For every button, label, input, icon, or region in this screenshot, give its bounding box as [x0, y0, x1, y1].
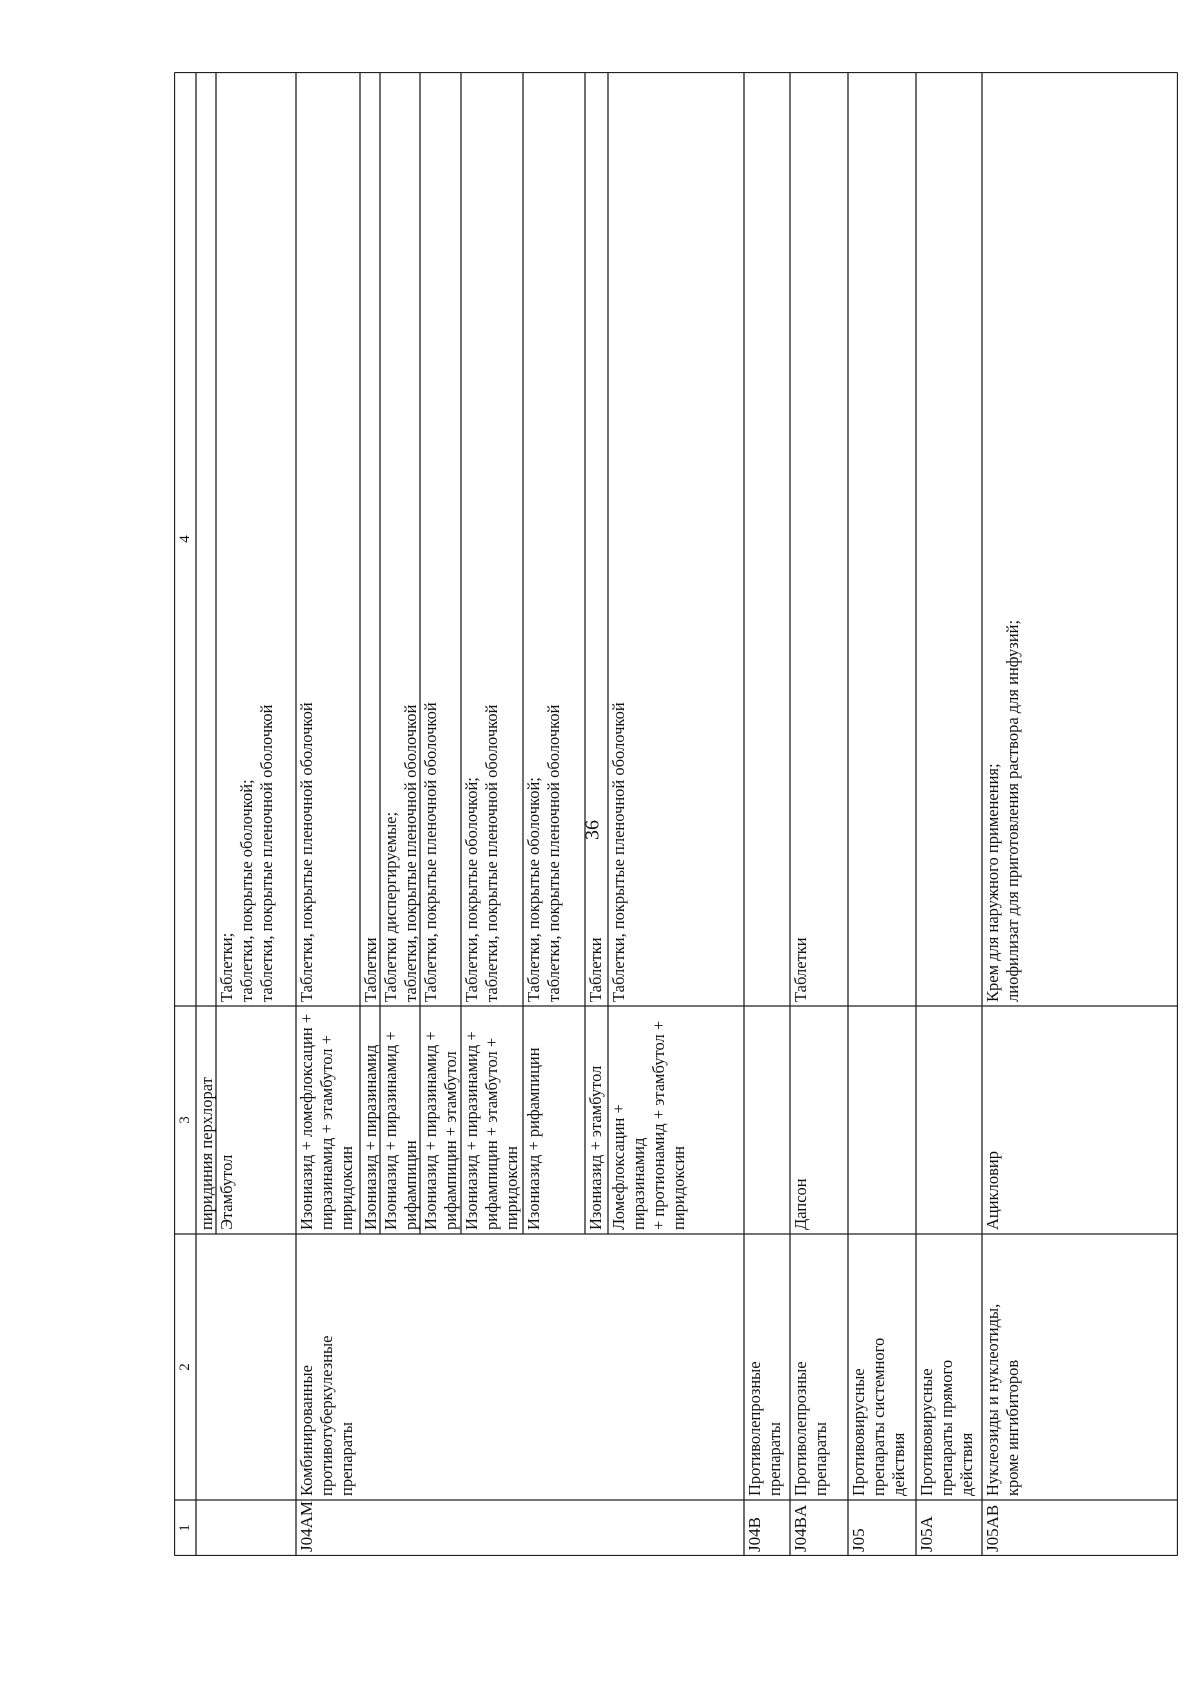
- drug-name-cell-text: Этамбутол: [217, 1154, 236, 1230]
- header-cell-1-text: 1: [177, 1524, 193, 1532]
- atc-group-cell: [790, 1234, 848, 1500]
- atc-group-cell: [916, 1234, 982, 1500]
- dosage-form-cell-text: Таблетки, покрытые пленочной оболочкой: [609, 702, 628, 1002]
- drug-name-cell: [608, 1006, 744, 1234]
- header-cell-4: [174, 72, 196, 1006]
- atc-group-cell: [982, 1234, 1178, 1500]
- continued-name-cell-text: пиридиния перхлорат: [197, 1077, 216, 1230]
- atc-code-cell-text: J05A: [917, 1516, 936, 1552]
- dosage-form-cell: [585, 72, 608, 1006]
- drug-name-cell-text: Изониазид + ломефлоксацин + пиразинамид + этамбутол + пиридоксин: [297, 1013, 356, 1230]
- atc-group-cell-text: Противовирусные препараты прямого действия: [917, 1359, 976, 1496]
- header-cell-2-text: 2: [177, 1363, 193, 1371]
- drug-name-cell: [523, 1006, 585, 1234]
- atc-code-cell-text: J05AB: [983, 1504, 1002, 1552]
- atc-group-cell: [744, 1234, 790, 1500]
- drug-name-cell-text: Дапсон: [791, 1178, 810, 1230]
- drug-name-cell: [296, 1006, 360, 1234]
- atc-group-cell: [296, 1234, 744, 1500]
- dosage-form-cell: [296, 72, 360, 1006]
- drug-name-cell-text: Изониазид + рифампицин: [524, 1047, 543, 1230]
- atc-code-cell: [790, 1500, 848, 1556]
- header-cell-3-text: 3: [177, 1116, 193, 1124]
- dosage-form-cell-text: Таблетки: [586, 937, 605, 1002]
- header-cell-2: [174, 1234, 196, 1500]
- atc-code-cell: [916, 1500, 982, 1556]
- header-cell-3: [174, 1006, 196, 1234]
- dosage-form-cell: [216, 72, 296, 1006]
- header-cell-1: [174, 1500, 196, 1556]
- atc-code-cell-text: J04AM: [297, 1500, 316, 1552]
- atc-code-cell-text: J04B: [745, 1517, 764, 1552]
- drug-name-cell: [982, 1006, 1178, 1234]
- dosage-form-cell: [360, 72, 380, 1006]
- header-cell-4-text: 4: [177, 535, 193, 543]
- dosage-form-cell: [790, 72, 848, 1006]
- drug-name-cell-text: Изониазид + этамбутол: [586, 1065, 605, 1230]
- drug-name-cell: [216, 1006, 296, 1234]
- drug-name-cell: [360, 1006, 380, 1234]
- atc-group-cell-text: Противовирусные препараты системного действия: [849, 1337, 908, 1496]
- dosage-form-cell-text: Крем для наружного применения; лиофилизат для приготовления раствора для инфузий;: [983, 619, 1022, 1002]
- continued-name-cell: [196, 1006, 216, 1234]
- drug-name-cell: [380, 1006, 420, 1234]
- dosage-form-cell: [982, 72, 1178, 1006]
- dosage-form-cell: [523, 72, 585, 1006]
- drug-name-cell: [420, 1006, 461, 1234]
- dosage-form-cell: [420, 72, 461, 1006]
- atc-group-cell-text: Комбинированные противотуберкулезные препараты: [297, 1335, 356, 1496]
- atc-code-cell-text: J04BA: [791, 1504, 810, 1552]
- dosage-form-cell-text: Таблетки, покрытые оболочкой; таблетки, покрытые пленочной оболочкой: [462, 704, 501, 1002]
- atc-group-cell-text: Нуклеозиды и нуклеотиды, кроме ингибиторов: [983, 1303, 1022, 1496]
- page-number-text: 36: [581, 820, 604, 840]
- dosage-form-cell: [380, 72, 420, 1006]
- atc-code-cell: [296, 1500, 744, 1556]
- drug-name-cell-text: Изониазид + пиразинамид + рифампицин: [381, 1031, 420, 1230]
- atc-code-cell-text: J05: [849, 1528, 868, 1552]
- drug-name-cell-text: Изониазид + пиразинамид + рифампицин + этамбутол: [421, 1031, 460, 1230]
- atc-code-cell: [744, 1500, 790, 1556]
- atc-group-cell: [848, 1234, 916, 1500]
- dosage-form-cell: [461, 72, 523, 1006]
- drug-name-cell: [790, 1006, 848, 1234]
- drug-name-cell: [461, 1006, 523, 1234]
- dosage-form-cell-text: Таблетки диспергируемые; таблетки, покрытые пленочной оболочкой: [381, 704, 420, 1002]
- drug-name-cell-text: Ацикловир: [983, 1151, 1002, 1230]
- dosage-form-cell: [608, 72, 744, 1006]
- drug-name-cell-text: Ломефлоксацин + пиразинамид + протионамид + этамбутол + пиридоксин: [609, 1020, 688, 1230]
- dosage-form-cell-text: Таблетки, покрытые пленочной оболочкой: [421, 702, 440, 1002]
- atc-code-cell: [848, 1500, 916, 1556]
- dosage-form-cell-text: Таблетки, покрытые пленочной оболочкой: [297, 702, 316, 1002]
- dosage-form-cell-text: Таблетки, покрытые оболочкой; таблетки, покрытые пленочной оболочкой: [524, 704, 563, 1002]
- atc-code-cell: [982, 1500, 1178, 1556]
- atc-group-cell-text: Противолепрозные препараты: [745, 1361, 784, 1496]
- dosage-form-cell-text: Таблетки; таблетки, покрытые оболочкой; таблетки, покрытые пленочной оболочкой: [217, 704, 276, 1002]
- dosage-form-cell-text: Таблетки: [361, 937, 380, 1002]
- dosage-form-cell-text: Таблетки: [791, 937, 810, 1002]
- drug-table: [174, 72, 1178, 1556]
- drug-name-cell: [585, 1006, 608, 1234]
- atc-group-cell-text: Противолепрозные препараты: [791, 1361, 830, 1496]
- drug-name-cell-text: Изониазид + пиразинамид + рифампицин + этамбутол + пиридоксин: [462, 1031, 521, 1230]
- drug-name-cell-text: Изониазид + пиразинамид: [361, 1044, 380, 1230]
